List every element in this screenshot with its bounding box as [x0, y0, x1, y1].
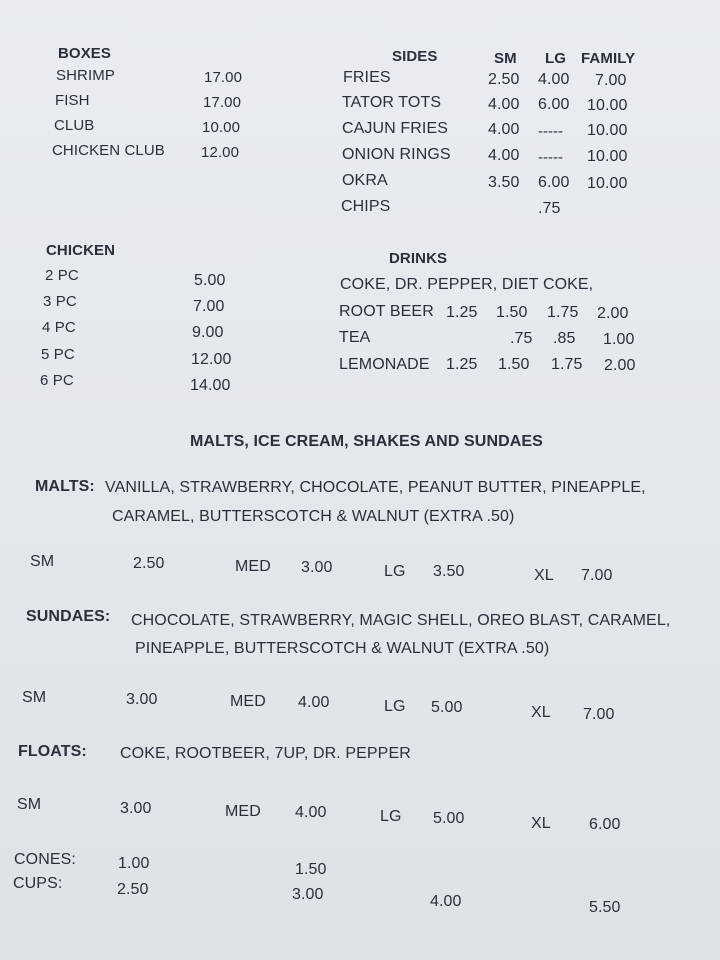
malts-label: MALTS:	[35, 478, 95, 495]
sides-okra-family: 10.00	[587, 175, 628, 192]
sundaes-price-lg: 5.00	[431, 699, 463, 716]
chicken-price-4pc: 9.00	[192, 324, 224, 341]
malts-price-med: 3.00	[301, 559, 333, 576]
sides-onion-rings-sm: 4.00	[488, 147, 520, 164]
sundaes-price-med: 4.00	[298, 694, 330, 711]
drinks-root-beer-p3: 1.75	[547, 304, 579, 321]
sides-okra-sm: 3.50	[488, 174, 520, 191]
sundaes-size-lg: LG	[384, 698, 406, 715]
sides-cajun-fries-lg: -----	[538, 123, 563, 140]
sides-cajun-fries-family: 10.00	[587, 122, 628, 139]
chicken-price-5pc: 12.00	[191, 351, 232, 368]
boxes-item-chicken-club: CHICKEN CLUB	[52, 142, 165, 159]
sides-item-cajun-fries: CAJUN FRIES	[342, 120, 448, 137]
sundaes-flavors-line1: CHOCOLATE, STRAWBERRY, MAGIC SHELL, OREO BLAST, CARAMEL,	[131, 612, 671, 629]
drinks-root-beer-p4: 2.00	[597, 305, 629, 322]
sundaes-flavors-line2: PINEAPPLE, BUTTERSCOTCH & WALNUT (EXTRA .50)	[135, 640, 550, 657]
drinks-soda-list: COKE, DR. PEPPER, DIET COKE,	[340, 276, 594, 293]
desserts-heading: MALTS, ICE CREAM, SHAKES AND SUNDAES	[190, 433, 543, 450]
floats-price-sm: 3.00	[120, 800, 152, 817]
boxes-price-shrimp: 17.00	[204, 69, 243, 86]
floats-size-xl: XL	[531, 815, 551, 832]
cones-price-2: 1.50	[295, 861, 327, 878]
sides-col-family: FAMILY	[581, 50, 636, 67]
malts-price-xl: 7.00	[581, 567, 613, 584]
chicken-item-4pc: 4 PC	[42, 319, 76, 336]
drinks-tea: TEA	[339, 329, 371, 346]
sides-item-okra: OKRA	[342, 172, 388, 189]
cups-price-1: 2.50	[117, 881, 149, 898]
sundaes-size-med: MED	[230, 693, 266, 710]
sides-fries-family: 7.00	[595, 72, 627, 89]
cups-label: CUPS:	[13, 875, 63, 892]
floats-price-med: 4.00	[295, 804, 327, 821]
sides-tator-tots-lg: 6.00	[538, 96, 570, 113]
boxes-item-club: CLUB	[54, 117, 95, 134]
chicken-item-3pc: 3 PC	[43, 293, 77, 310]
boxes-price-fish: 17.00	[203, 94, 242, 111]
drinks-lemonade-p3: 1.75	[551, 356, 583, 373]
floats-size-sm: SM	[17, 796, 42, 813]
cones-label: CONES:	[14, 851, 76, 868]
floats-size-lg: LG	[380, 808, 402, 825]
boxes-price-club: 10.00	[202, 119, 241, 136]
sides-okra-lg: 6.00	[538, 174, 570, 191]
floats-price-xl: 6.00	[589, 816, 621, 833]
floats-list: COKE, ROOTBEER, 7UP, DR. PEPPER	[120, 745, 411, 762]
malts-size-med: MED	[235, 558, 271, 575]
chicken-item-5pc: 5 PC	[41, 346, 75, 363]
drinks-tea-p2: .85	[553, 330, 576, 347]
sundaes-label: SUNDAES:	[26, 608, 111, 625]
cups-price-3: 4.00	[430, 893, 462, 910]
floats-price-lg: 5.00	[433, 810, 465, 827]
drinks-root-beer-p2: 1.50	[496, 304, 528, 321]
cups-price-4: 5.50	[589, 899, 621, 916]
malts-price-sm: 2.50	[133, 555, 165, 572]
cups-price-2: 3.00	[292, 886, 324, 903]
malts-size-sm: SM	[30, 553, 55, 570]
malts-price-lg: 3.50	[433, 563, 465, 580]
sides-col-lg: LG	[545, 50, 567, 67]
sundaes-price-xl: 7.00	[583, 706, 615, 723]
drinks-root-beer: ROOT BEER	[339, 303, 434, 320]
drinks-heading: DRINKS	[389, 250, 448, 267]
drinks-lemonade-p4: 2.00	[604, 357, 636, 374]
chicken-price-2pc: 5.00	[194, 272, 226, 289]
chicken-price-6pc: 14.00	[190, 377, 231, 394]
chicken-heading: CHICKEN	[46, 242, 116, 259]
floats-label: FLOATS:	[18, 743, 87, 760]
sides-item-chips: CHIPS	[341, 198, 391, 215]
floats-size-med: MED	[225, 803, 261, 820]
sundaes-size-xl: XL	[531, 704, 551, 721]
drinks-lemonade-p2: 1.50	[498, 356, 530, 373]
malts-size-lg: LG	[384, 563, 406, 580]
malts-flavors-line1: VANILLA, STRAWBERRY, CHOCOLATE, PEANUT BUTTER, PINEAPPLE,	[105, 479, 646, 496]
drinks-tea-p3: 1.00	[603, 331, 635, 348]
boxes-heading: BOXES	[58, 45, 112, 62]
sides-fries-lg: 4.00	[538, 71, 570, 88]
sides-cajun-fries-sm: 4.00	[488, 121, 520, 138]
sides-onion-rings-lg: -----	[538, 149, 563, 166]
chicken-item-2pc: 2 PC	[45, 267, 79, 284]
sides-col-sm: SM	[494, 50, 517, 67]
drinks-lemonade-p1: 1.25	[446, 356, 478, 373]
sides-item-fries: FRIES	[343, 69, 391, 86]
sundaes-size-sm: SM	[22, 689, 47, 706]
drinks-lemonade: LEMONADE	[339, 356, 430, 373]
sides-chips-price: .75	[538, 200, 561, 217]
sides-tator-tots-sm: 4.00	[488, 96, 520, 113]
cones-price-1: 1.00	[118, 855, 150, 872]
sides-item-tator-tots: TATOR TOTS	[342, 94, 442, 111]
sundaes-price-sm: 3.00	[126, 691, 158, 708]
sides-tator-tots-family: 10.00	[587, 97, 628, 114]
sides-heading: SIDES	[392, 48, 438, 65]
sides-fries-sm: 2.50	[488, 71, 520, 88]
chicken-price-3pc: 7.00	[193, 298, 225, 315]
chicken-item-6pc: 6 PC	[40, 372, 74, 389]
drinks-root-beer-p1: 1.25	[446, 304, 478, 321]
boxes-item-fish: FISH	[55, 92, 90, 109]
boxes-item-shrimp: SHRIMP	[56, 67, 115, 84]
sides-onion-rings-family: 10.00	[587, 148, 628, 165]
malts-size-xl: XL	[534, 567, 554, 584]
malts-flavors-line2: CARAMEL, BUTTERSCOTCH & WALNUT (EXTRA .50)	[112, 508, 515, 525]
drinks-tea-p1: .75	[510, 330, 533, 347]
boxes-price-chicken-club: 12.00	[201, 144, 240, 161]
sides-item-onion-rings: ONION RINGS	[342, 146, 451, 163]
